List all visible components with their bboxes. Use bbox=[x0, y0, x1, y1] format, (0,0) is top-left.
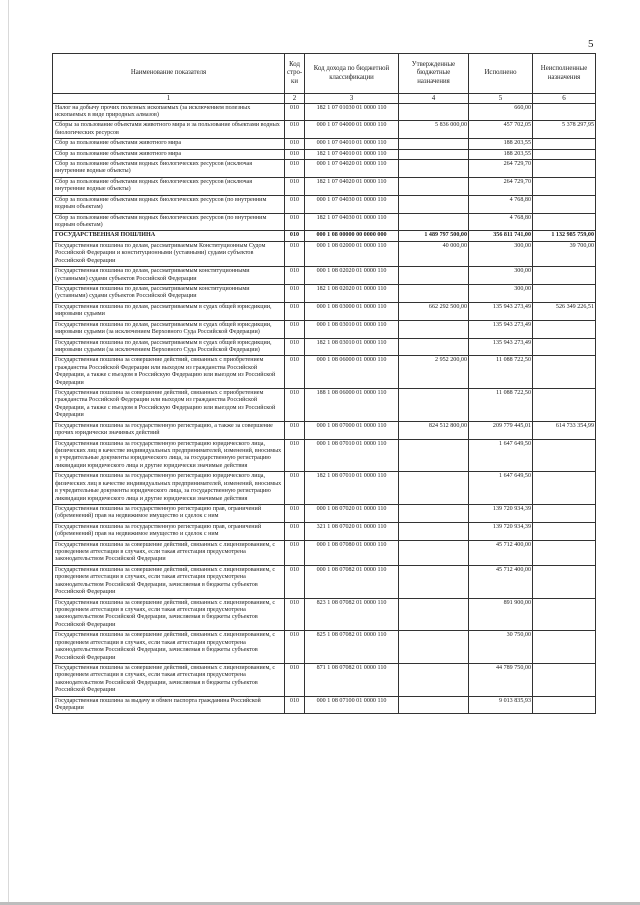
row-approved bbox=[399, 522, 469, 540]
row-name: Государственная пошлина по делам, рассматриваемым Конституционным Судом Российской Федерации и конституционными (уставными) судами субъектов Российской Федерации bbox=[53, 241, 285, 266]
row-line-code: 010 bbox=[285, 439, 305, 472]
row-line-code: 010 bbox=[285, 540, 305, 565]
table-row bbox=[53, 472, 596, 505]
row-income-code: 321 1 08 07020 01 0000 110 bbox=[305, 522, 399, 540]
row-income-code: 000 1 07 04010 01 0000 110 bbox=[305, 139, 399, 149]
row-unexecuted bbox=[533, 267, 596, 285]
row-line-code: 010 bbox=[285, 231, 305, 241]
row-approved: 5 836 000,00 bbox=[399, 121, 469, 139]
table-row bbox=[53, 267, 596, 285]
row-approved bbox=[399, 267, 469, 285]
table-row bbox=[53, 338, 596, 356]
row-income-code: 825 1 08 07082 01 0000 110 bbox=[305, 631, 399, 664]
row-income-code: 182 1 07 04030 01 0000 110 bbox=[305, 213, 399, 231]
row-unexecuted bbox=[533, 356, 596, 389]
row-line-code: 010 bbox=[285, 389, 305, 422]
row-name: Государственная пошлина за совершение действий, связанных с лицензированием, с проведением аттестации в случаях, если такая аттестация предусмотрена законодательством Российской Федерации, зачисляемая в бюджеты субъектов Российской Федерации bbox=[53, 598, 285, 631]
row-unexecuted bbox=[533, 696, 596, 714]
row-name: Сбор за пользование объектами животного мира bbox=[53, 139, 285, 149]
row-name: Сбор за пользование объектами водных биологических ресурсов (исключая внутренние водные объекты) bbox=[53, 177, 285, 195]
row-name: Государственная пошлина за совершение действий, связанных с лицензированием, с проведением аттестации в случаях, если такая аттестация предусмотрена законодательством Российской Федерации, зачисляемая в бюджеты субъектов Российской Федерации bbox=[53, 565, 285, 598]
row-line-code: 010 bbox=[285, 149, 305, 159]
row-line-code: 010 bbox=[285, 302, 305, 320]
row-income-code: 188 1 08 06000 01 0000 110 bbox=[305, 389, 399, 422]
table-row bbox=[53, 139, 596, 149]
row-name: Государственная пошлина по делам, рассматриваемым в судах общей юрисдикции, мировыми судьями (за исключением Верховного Суда Российской Федерации) bbox=[53, 320, 285, 338]
table-row bbox=[53, 320, 596, 338]
table-row bbox=[53, 284, 596, 302]
row-name: Налог на добычу прочих полезных ископаемых (за исключением полезных ископаемых в виде природных алмазов) bbox=[53, 103, 285, 121]
header-income-code: Код дохода по бюджетной классификации bbox=[305, 54, 399, 94]
column-number: 6 bbox=[533, 94, 596, 104]
row-unexecuted bbox=[533, 504, 596, 522]
row-income-code: 182 1 07 04010 01 0000 110 bbox=[305, 149, 399, 159]
row-unexecuted bbox=[533, 472, 596, 505]
row-approved bbox=[399, 139, 469, 149]
row-executed: 135 943 273,49 bbox=[469, 320, 533, 338]
header-executed: Исполнено bbox=[469, 54, 533, 94]
row-name: Государственная пошлина за совершение действий, связанных с лицензированием, с проведением аттестации в случаях, если такая аттестация предусмотрена законодательством Российской Федерации, зачисляемая в бюджеты субъектов Российской Федерации bbox=[53, 631, 285, 664]
header-row bbox=[53, 54, 596, 94]
row-name: Государственная пошлина за государственную регистрацию юридического лица, физических лиц в качестве индивидуальных предпринимателей, изменений, вносимых в учредительные документы юридического лица, за государственную регистрацию ликвидации юридического лица и другие юридически значимые действия bbox=[53, 472, 285, 505]
row-unexecuted bbox=[533, 663, 596, 696]
row-approved: 1 489 797 500,00 bbox=[399, 231, 469, 241]
row-executed: 264 729,70 bbox=[469, 160, 533, 178]
row-line-code: 010 bbox=[285, 631, 305, 664]
row-line-code: 010 bbox=[285, 565, 305, 598]
row-name: Сборы за пользование объектами животного мира и за пользование объектами водных биологических ресурсов bbox=[53, 121, 285, 139]
table-row bbox=[53, 177, 596, 195]
row-executed: 891 900,00 bbox=[469, 598, 533, 631]
row-name: Сбор за пользование объектами водных биологических ресурсов (по внутренним водным объектам) bbox=[53, 213, 285, 231]
column-number: 1 bbox=[53, 94, 285, 104]
row-unexecuted bbox=[533, 320, 596, 338]
row-unexecuted: 1 132 985 759,00 bbox=[533, 231, 596, 241]
table-row bbox=[53, 565, 596, 598]
row-approved bbox=[399, 149, 469, 159]
row-approved: 824 512 800,00 bbox=[399, 421, 469, 439]
row-name: Государственная пошлина за государственную регистрацию юридического лица, физических лиц в качестве индивидуальных предпринимателей, изменений, вносимых в учредительные документы юридического лица, за государственную регистрацию ликвидации юридического лица и другие юридически значимые действия bbox=[53, 439, 285, 472]
row-line-code: 010 bbox=[285, 421, 305, 439]
row-unexecuted: 5 378 297,95 bbox=[533, 121, 596, 139]
table-row bbox=[53, 195, 596, 213]
row-approved bbox=[399, 696, 469, 714]
table-row bbox=[53, 439, 596, 472]
table-row bbox=[53, 356, 596, 389]
row-approved: 662 292 500,00 bbox=[399, 302, 469, 320]
row-executed: 209 779 445,01 bbox=[469, 421, 533, 439]
table-row bbox=[53, 149, 596, 159]
row-income-code: 182 1 07 04020 01 0000 110 bbox=[305, 177, 399, 195]
row-approved bbox=[399, 103, 469, 121]
row-name: ГОСУДАРСТВЕННАЯ ПОШЛИНА bbox=[53, 231, 285, 241]
row-name: Государственная пошлина за совершение действий, связанных с лицензированием, с проведением аттестации в случаях, если такая аттестация предусмотрена законодательством Российской Федерации, зачисляемая в бюджеты субъектов Российской Федерации bbox=[53, 663, 285, 696]
header-approved: Утвержденные бюджетные назначения bbox=[399, 54, 469, 94]
row-line-code: 010 bbox=[285, 284, 305, 302]
table-row bbox=[53, 241, 596, 266]
column-number: 3 bbox=[305, 94, 399, 104]
row-name: Государственная пошлина за государственную регистрацию прав, ограничений (обременений) прав на недвижимое имущество и сделок с ним bbox=[53, 522, 285, 540]
row-line-code: 010 bbox=[285, 696, 305, 714]
row-unexecuted bbox=[533, 439, 596, 472]
row-line-code: 010 bbox=[285, 598, 305, 631]
row-name: Государственная пошлина по делам, рассматриваемым конституционными (уставными) судами субъектов Российской Федерации bbox=[53, 267, 285, 285]
row-income-code: 000 1 08 03010 01 0000 110 bbox=[305, 320, 399, 338]
row-income-code: 871 1 08 07082 01 0000 110 bbox=[305, 663, 399, 696]
row-executed: 4 768,80 bbox=[469, 213, 533, 231]
row-name: Государственная пошлина за совершение действий, связанных с лицензированием, с проведением аттестации в случаях, если такая аттестация предусмотрена законодательством Российской Федерации bbox=[53, 540, 285, 565]
row-approved bbox=[399, 631, 469, 664]
row-approved bbox=[399, 663, 469, 696]
row-line-code: 010 bbox=[285, 103, 305, 121]
row-income-code: 000 1 08 07082 01 0000 110 bbox=[305, 565, 399, 598]
table-row bbox=[53, 696, 596, 714]
header-name: Наименование показателя bbox=[53, 54, 285, 94]
row-approved bbox=[399, 504, 469, 522]
row-unexecuted bbox=[533, 598, 596, 631]
row-income-code: 182 1 08 07010 01 0000 110 bbox=[305, 472, 399, 505]
row-name: Государственная пошлина по делам, рассматриваемым в судах общей юрисдикции, мировыми судьями bbox=[53, 302, 285, 320]
row-executed: 30 750,00 bbox=[469, 631, 533, 664]
row-approved bbox=[399, 177, 469, 195]
header-line-code: Код стро- ки bbox=[285, 54, 305, 94]
row-executed: 300,00 bbox=[469, 267, 533, 285]
row-income-code: 000 1 08 07020 01 0000 110 bbox=[305, 504, 399, 522]
row-approved: 2 952 200,00 bbox=[399, 356, 469, 389]
row-income-code: 000 1 08 00000 00 0000 000 bbox=[305, 231, 399, 241]
row-unexecuted bbox=[533, 139, 596, 149]
table-row bbox=[53, 213, 596, 231]
row-executed: 188 203,55 bbox=[469, 149, 533, 159]
row-executed: 139 720 934,39 bbox=[469, 522, 533, 540]
row-line-code: 010 bbox=[285, 522, 305, 540]
row-unexecuted: 614 733 354,99 bbox=[533, 421, 596, 439]
row-income-code: 000 1 08 07100 01 0000 110 bbox=[305, 696, 399, 714]
row-income-code: 000 1 08 02000 01 0000 110 bbox=[305, 241, 399, 266]
header-unexecuted: Неисполненные назначения bbox=[533, 54, 596, 94]
table-row bbox=[53, 389, 596, 422]
row-income-code: 182 1 07 01030 01 0000 110 bbox=[305, 103, 399, 121]
budget-report-table bbox=[52, 53, 596, 714]
row-line-code: 010 bbox=[285, 177, 305, 195]
row-unexecuted bbox=[533, 338, 596, 356]
row-line-code: 010 bbox=[285, 121, 305, 139]
row-approved bbox=[399, 320, 469, 338]
row-unexecuted bbox=[533, 195, 596, 213]
row-income-code: 000 1 08 07000 01 0000 110 bbox=[305, 421, 399, 439]
table-row bbox=[53, 421, 596, 439]
table-row bbox=[53, 302, 596, 320]
row-unexecuted bbox=[533, 149, 596, 159]
row-name: Сбор за пользование объектами животного мира bbox=[53, 149, 285, 159]
row-approved bbox=[399, 472, 469, 505]
row-line-code: 010 bbox=[285, 504, 305, 522]
column-number: 2 bbox=[285, 94, 305, 104]
row-income-code: 000 1 08 06000 01 0000 110 bbox=[305, 356, 399, 389]
row-unexecuted: 526 349 226,51 bbox=[533, 302, 596, 320]
row-approved bbox=[399, 213, 469, 231]
row-executed: 188 203,55 bbox=[469, 139, 533, 149]
row-executed: 9 013 835,93 bbox=[469, 696, 533, 714]
table-row bbox=[53, 598, 596, 631]
table-row bbox=[53, 663, 596, 696]
row-line-code: 010 bbox=[285, 213, 305, 231]
row-unexecuted bbox=[533, 160, 596, 178]
row-line-code: 010 bbox=[285, 338, 305, 356]
row-line-code: 010 bbox=[285, 139, 305, 149]
row-line-code: 010 bbox=[285, 267, 305, 285]
table-row bbox=[53, 160, 596, 178]
row-line-code: 010 bbox=[285, 195, 305, 213]
row-unexecuted bbox=[533, 177, 596, 195]
row-approved bbox=[399, 439, 469, 472]
row-income-code: 000 1 08 03000 01 0000 110 bbox=[305, 302, 399, 320]
row-executed: 300,00 bbox=[469, 241, 533, 266]
row-approved bbox=[399, 540, 469, 565]
row-executed: 4 768,80 bbox=[469, 195, 533, 213]
row-income-code: 182 1 08 02020 01 0000 110 bbox=[305, 284, 399, 302]
row-executed: 45 712 400,00 bbox=[469, 540, 533, 565]
row-income-code: 000 1 08 07010 01 0000 110 bbox=[305, 439, 399, 472]
row-income-code: 000 1 07 04020 01 0000 110 bbox=[305, 160, 399, 178]
row-income-code: 182 1 08 03010 01 0000 110 bbox=[305, 338, 399, 356]
table-row bbox=[53, 631, 596, 664]
row-name: Государственная пошлина за выдачу и обмен паспорта гражданина Российской Федерации bbox=[53, 696, 285, 714]
row-line-code: 010 bbox=[285, 241, 305, 266]
row-name: Сбор за пользование объектами водных биологических ресурсов (исключая внутренние водные объекты) bbox=[53, 160, 285, 178]
row-executed: 135 943 273,49 bbox=[469, 338, 533, 356]
row-line-code: 010 bbox=[285, 160, 305, 178]
row-line-code: 010 bbox=[285, 663, 305, 696]
row-executed: 11 088 722,50 bbox=[469, 356, 533, 389]
table-row bbox=[53, 504, 596, 522]
row-line-code: 010 bbox=[285, 356, 305, 389]
row-income-code: 000 1 07 04030 01 0000 110 bbox=[305, 195, 399, 213]
column-number: 4 bbox=[399, 94, 469, 104]
row-name: Государственная пошлина за совершение действий, связанных с приобретением гражданства Российской Федерации или выходом из гражданства Российской Федерации, а также с въездом в Российскую Федерацию или выездом из Российской Федерации bbox=[53, 356, 285, 389]
row-name: Государственная пошлина за государственную регистрацию прав, ограничений (обременений) прав на недвижимое имущество и сделок с ним bbox=[53, 504, 285, 522]
row-approved bbox=[399, 284, 469, 302]
row-executed: 660,00 bbox=[469, 103, 533, 121]
row-income-code: 000 1 07 04000 01 0000 110 bbox=[305, 121, 399, 139]
page-number: 5 bbox=[588, 38, 594, 50]
row-approved bbox=[399, 389, 469, 422]
row-line-code: 010 bbox=[285, 320, 305, 338]
row-unexecuted bbox=[533, 284, 596, 302]
row-approved bbox=[399, 338, 469, 356]
row-executed: 264 729,70 bbox=[469, 177, 533, 195]
row-unexecuted bbox=[533, 565, 596, 598]
row-executed: 135 943 273,49 bbox=[469, 302, 533, 320]
row-name: Государственная пошлина за государственную регистрацию, а также за совершение прочих юридически значимых действий bbox=[53, 421, 285, 439]
row-approved bbox=[399, 565, 469, 598]
row-name: Сбор за пользование объектами водных биологических ресурсов (по внутренним водным объектам) bbox=[53, 195, 285, 213]
row-income-code: 000 1 08 02020 01 0000 110 bbox=[305, 267, 399, 285]
row-unexecuted bbox=[533, 631, 596, 664]
row-name: Государственная пошлина по делам, рассматриваемым в судах общей юрисдикции, мировыми судьями (за исключением Верховного Суда Российской Федерации) bbox=[53, 338, 285, 356]
row-executed: 45 712 400,00 bbox=[469, 565, 533, 598]
row-approved: 40 000,00 bbox=[399, 241, 469, 266]
row-approved bbox=[399, 195, 469, 213]
row-unexecuted bbox=[533, 103, 596, 121]
row-executed: 1 647 649,50 bbox=[469, 472, 533, 505]
scan-edge-shadow bbox=[8, 0, 9, 905]
row-executed: 11 088 722,50 bbox=[469, 389, 533, 422]
row-executed: 139 720 934,39 bbox=[469, 504, 533, 522]
table-row bbox=[53, 540, 596, 565]
row-executed: 356 811 741,00 bbox=[469, 231, 533, 241]
row-income-code: 823 1 08 07082 01 0000 110 bbox=[305, 598, 399, 631]
row-name: Государственная пошлина по делам, рассматриваемым конституционными (уставными) судами субъектов Российской Федерации bbox=[53, 284, 285, 302]
row-unexecuted: 39 700,00 bbox=[533, 241, 596, 266]
table-row bbox=[53, 121, 596, 139]
column-number-row bbox=[53, 94, 596, 104]
column-number: 5 bbox=[469, 94, 533, 104]
row-name: Государственная пошлина за совершение действий, связанных с приобретением гражданства Российской Федерации или выходом из гражданства Российской Федерации, а также с въездом в Российскую Федерацию или выездом из Российской Федерации bbox=[53, 389, 285, 422]
row-executed: 44 789 750,00 bbox=[469, 663, 533, 696]
row-unexecuted bbox=[533, 389, 596, 422]
row-executed: 457 702,05 bbox=[469, 121, 533, 139]
row-executed: 1 647 649,50 bbox=[469, 439, 533, 472]
table-row bbox=[53, 103, 596, 121]
row-income-code: 000 1 08 07080 01 0000 110 bbox=[305, 540, 399, 565]
row-line-code: 010 bbox=[285, 472, 305, 505]
row-approved bbox=[399, 598, 469, 631]
table-row bbox=[53, 522, 596, 540]
row-unexecuted bbox=[533, 522, 596, 540]
row-approved bbox=[399, 160, 469, 178]
row-unexecuted bbox=[533, 540, 596, 565]
row-executed: 300,00 bbox=[469, 284, 533, 302]
table-row bbox=[53, 231, 596, 241]
row-unexecuted bbox=[533, 213, 596, 231]
